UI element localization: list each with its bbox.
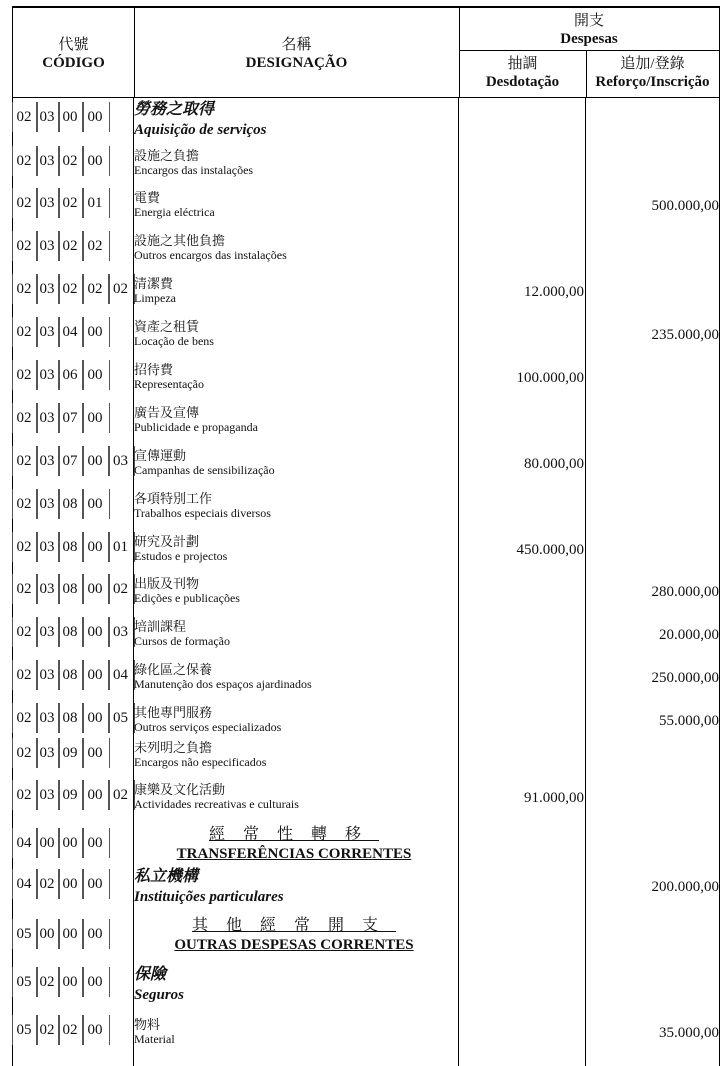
code-digit: 00 bbox=[87, 367, 103, 383]
designation-zh: 招待費 bbox=[134, 362, 174, 377]
designation-zh: 資產之租賃 bbox=[134, 319, 200, 334]
header-codigo bbox=[13, 8, 135, 97]
code-digit: 03 bbox=[39, 238, 55, 254]
code-digit: 00 bbox=[62, 835, 78, 851]
code-digit: 02 bbox=[16, 624, 32, 640]
designation-pt: Instituições particulares bbox=[134, 889, 284, 905]
code-digit: 05 bbox=[113, 710, 128, 726]
designation-pt: Trabalhos especiais diversos bbox=[134, 506, 271, 520]
designation bbox=[134, 576, 454, 606]
reforco-amount: 55.000,00 bbox=[659, 713, 719, 729]
code-digit: 08 bbox=[62, 710, 78, 726]
header-desdotacao bbox=[459, 50, 587, 97]
code-digit: 02 bbox=[39, 1022, 55, 1038]
designacao-pt: DESIGNAÇÃO bbox=[245, 55, 348, 71]
table-row bbox=[12, 615, 720, 655]
designation-zh: 設施之負擔 bbox=[134, 148, 200, 163]
code-digit: 00 bbox=[87, 787, 103, 803]
designation-pt: Encargos não especificados bbox=[134, 755, 267, 769]
designation-zh: 物料 bbox=[134, 1017, 161, 1032]
reforco-amount: 20.000,00 bbox=[659, 627, 719, 643]
designation bbox=[134, 233, 454, 263]
designation-zh: 培訓課程 bbox=[134, 619, 187, 634]
code-digit: 02 bbox=[16, 453, 32, 469]
code-digit: 02 bbox=[62, 238, 78, 254]
desdotacao-zh: 抽調 bbox=[507, 56, 538, 72]
designation bbox=[134, 867, 454, 907]
table-row bbox=[12, 487, 720, 527]
designation bbox=[134, 276, 454, 306]
code-digit: 08 bbox=[62, 667, 78, 683]
code-digit: 03 bbox=[39, 109, 55, 125]
reforco-pt: Reforço/Inscrição bbox=[595, 74, 710, 90]
code-digit: 04 bbox=[16, 835, 32, 851]
reforco-amount: 235.000,00 bbox=[651, 327, 719, 343]
designation bbox=[134, 662, 454, 692]
designation-pt: Edições e publicações bbox=[134, 591, 240, 605]
code-digit: 00 bbox=[87, 109, 103, 125]
designation-pt: Cursos de formação bbox=[134, 634, 230, 648]
designation-zh: 電費 bbox=[134, 190, 161, 205]
designation-pt: Outros encargos das instalações bbox=[134, 248, 287, 262]
code-digit: 00 bbox=[87, 926, 103, 942]
designation-zh: 勞務之取得 bbox=[134, 101, 215, 118]
code-digit: 02 bbox=[16, 581, 32, 597]
reforco-amount: 250.000,00 bbox=[651, 670, 719, 686]
code-digit: 00 bbox=[87, 1022, 103, 1038]
designation-pt: Material bbox=[134, 1032, 175, 1046]
designation bbox=[134, 619, 454, 649]
code-digit: 00 bbox=[87, 667, 103, 683]
code-digit: 03 bbox=[39, 410, 55, 426]
reforco-amount: 500.000,00 bbox=[651, 198, 719, 214]
designation bbox=[134, 190, 454, 220]
code-digit: 02 bbox=[16, 710, 32, 726]
codigo-pt: CÓDIGO bbox=[42, 55, 105, 71]
code-digit: 02 bbox=[16, 324, 32, 340]
designation-pt: Locação de bens bbox=[134, 334, 214, 348]
code-digit: 02 bbox=[62, 195, 78, 211]
code-digit: 00 bbox=[39, 835, 55, 851]
desdotacao-amount: 91.000,00 bbox=[524, 790, 584, 806]
table-row bbox=[12, 530, 720, 570]
code-digit: 03 bbox=[113, 624, 128, 640]
reforco-amount: 280.000,00 bbox=[651, 584, 719, 600]
section-title bbox=[134, 826, 454, 864]
desdotacao-amount: 450.000,00 bbox=[516, 542, 584, 558]
section-title bbox=[134, 917, 454, 955]
code-digit: 03 bbox=[39, 453, 55, 469]
code-digit: 03 bbox=[39, 153, 55, 169]
code-digit: 05 bbox=[16, 1022, 32, 1038]
code-digit: 00 bbox=[87, 745, 103, 761]
section-title-pt: TRANSFERÊNCIAS CORRENTES bbox=[176, 846, 412, 862]
designation-pt: Estudos e projectos bbox=[134, 549, 228, 563]
table-row bbox=[12, 186, 720, 226]
reforco-amount: 35.000,00 bbox=[659, 1025, 719, 1041]
code-digit: 00 bbox=[62, 876, 78, 892]
code-digit: 00 bbox=[87, 581, 103, 597]
table-row bbox=[12, 826, 720, 866]
section-title-pt: OUTRAS DESPESAS CORRENTES bbox=[174, 937, 414, 953]
table-row bbox=[12, 100, 720, 140]
code-digit: 07 bbox=[62, 410, 78, 426]
table-row bbox=[12, 701, 720, 741]
table-row bbox=[12, 965, 720, 1005]
designation-zh: 出版及刊物 bbox=[134, 576, 200, 591]
despesas-pt: Despesas bbox=[560, 31, 618, 47]
table-row bbox=[12, 401, 720, 441]
table-row bbox=[12, 917, 720, 957]
code-digit: 02 bbox=[39, 876, 55, 892]
designation bbox=[134, 491, 454, 521]
code-digit: 03 bbox=[39, 195, 55, 211]
header-reforco bbox=[586, 50, 719, 97]
designation-pt: Actividades recreativas e culturais bbox=[134, 797, 299, 811]
desdotacao-amount: 100.000,00 bbox=[516, 370, 584, 386]
header-designacao bbox=[134, 8, 460, 97]
designation-pt: Campanhas de sensibilização bbox=[134, 463, 275, 477]
code-digit: 02 bbox=[16, 281, 32, 297]
designation-pt: Limpeza bbox=[134, 291, 176, 305]
designation bbox=[134, 448, 454, 478]
code-digit: 02 bbox=[39, 974, 55, 990]
code-digit: 03 bbox=[39, 281, 55, 297]
designation-zh: 未列明之負擔 bbox=[134, 740, 213, 755]
code-digit: 02 bbox=[62, 1022, 78, 1038]
designation-pt: Aquisição de serviços bbox=[134, 122, 267, 138]
designation bbox=[134, 965, 454, 1005]
designation bbox=[134, 534, 454, 564]
desdotacao-amount: 12.000,00 bbox=[524, 284, 584, 300]
code-digit: 03 bbox=[39, 581, 55, 597]
code-digit: 00 bbox=[62, 109, 78, 125]
designation bbox=[134, 740, 454, 770]
designation-pt: Seguros bbox=[134, 987, 185, 1003]
code-digit: 02 bbox=[16, 787, 32, 803]
code-digit: 00 bbox=[87, 153, 103, 169]
designation-zh: 綠化區之保養 bbox=[134, 662, 213, 677]
despesas-zh: 開支 bbox=[573, 13, 604, 29]
table-row bbox=[12, 229, 720, 269]
code-digit: 00 bbox=[62, 926, 78, 942]
table-row bbox=[12, 778, 720, 818]
code-digit: 03 bbox=[39, 367, 55, 383]
desdotacao-amount: 80.000,00 bbox=[524, 456, 584, 472]
designation-pt: Energia eléctrica bbox=[134, 205, 215, 219]
code-digit: 00 bbox=[39, 926, 55, 942]
code-digit: 02 bbox=[87, 281, 103, 297]
code-digit: 03 bbox=[39, 624, 55, 640]
code-digit: 00 bbox=[87, 496, 103, 512]
designation-zh: 清潔費 bbox=[134, 276, 174, 291]
code-digit: 08 bbox=[62, 496, 78, 512]
desdotacao-pt: Desdotação bbox=[485, 74, 560, 90]
table-row bbox=[12, 867, 720, 907]
code-digit: 02 bbox=[16, 745, 32, 761]
code-digit: 00 bbox=[87, 410, 103, 426]
code-digit: 04 bbox=[16, 876, 32, 892]
code-digit: 00 bbox=[87, 974, 103, 990]
code-digit: 03 bbox=[39, 667, 55, 683]
designation bbox=[134, 782, 454, 812]
designation bbox=[134, 1017, 454, 1047]
code-digit: 02 bbox=[16, 539, 32, 555]
designation bbox=[134, 148, 454, 178]
code-digit: 02 bbox=[113, 581, 128, 597]
code-digit: 00 bbox=[87, 324, 103, 340]
designation bbox=[134, 362, 454, 392]
code-digit: 04 bbox=[62, 324, 78, 340]
designation-zh: 研究及計劃 bbox=[134, 534, 200, 549]
code-digit: 00 bbox=[87, 453, 103, 469]
table-row bbox=[12, 144, 720, 184]
code-digit: 02 bbox=[16, 238, 32, 254]
code-digit: 00 bbox=[87, 710, 103, 726]
code-digit: 09 bbox=[62, 787, 78, 803]
section-title-zh: 其他經常開支 bbox=[191, 917, 396, 934]
code-digit: 08 bbox=[62, 581, 78, 597]
designation-pt: Encargos das instalações bbox=[134, 163, 254, 177]
designation bbox=[134, 319, 454, 349]
code-digit: 02 bbox=[87, 238, 103, 254]
code-digit: 03 bbox=[39, 539, 55, 555]
code-digit: 02 bbox=[62, 281, 78, 297]
code-digit: 02 bbox=[62, 153, 78, 169]
table-row bbox=[12, 272, 720, 312]
designation-zh: 康樂及文化活動 bbox=[134, 782, 226, 797]
designation-zh: 保險 bbox=[134, 966, 167, 983]
code-digit: 02 bbox=[16, 195, 32, 211]
code-digit: 03 bbox=[39, 710, 55, 726]
table-row bbox=[12, 444, 720, 484]
designation-pt: Outros serviços especializados bbox=[134, 720, 282, 734]
designation bbox=[134, 100, 454, 140]
code-digit: 00 bbox=[87, 624, 103, 640]
codigo-zh: 代號 bbox=[58, 37, 89, 53]
code-digit: 08 bbox=[62, 539, 78, 555]
code-digit: 05 bbox=[16, 974, 32, 990]
table-row bbox=[12, 315, 720, 355]
code-digit: 02 bbox=[113, 787, 128, 803]
code-digit: 03 bbox=[113, 453, 128, 469]
code-digit: 06 bbox=[62, 367, 78, 383]
designation bbox=[134, 705, 454, 735]
code-digit: 02 bbox=[113, 281, 128, 297]
code-digit: 07 bbox=[62, 453, 78, 469]
code-digit: 02 bbox=[16, 496, 32, 512]
designation-zh: 其他專門服務 bbox=[134, 705, 213, 720]
code-digit: 03 bbox=[39, 496, 55, 512]
code-digit: 02 bbox=[16, 367, 32, 383]
designation-zh: 私立機構 bbox=[134, 868, 199, 885]
code-digit: 05 bbox=[16, 926, 32, 942]
table-body bbox=[12, 98, 720, 1066]
despesas-title bbox=[459, 8, 719, 51]
code-digit: 04 bbox=[113, 667, 128, 683]
designation-pt: Representação bbox=[134, 377, 204, 391]
table-row bbox=[12, 572, 720, 612]
designacao-zh: 名稱 bbox=[281, 37, 312, 53]
table-row bbox=[12, 1013, 720, 1053]
designation-pt: Publicidade e propaganda bbox=[134, 420, 258, 434]
code-digit: 02 bbox=[16, 153, 32, 169]
code-digit: 00 bbox=[87, 876, 103, 892]
code-digit: 00 bbox=[87, 835, 103, 851]
table-header bbox=[12, 6, 720, 98]
designation bbox=[134, 405, 454, 435]
header-despesas bbox=[459, 8, 719, 97]
designation-zh: 廣告及宣傳 bbox=[134, 405, 200, 420]
designation-zh: 各項特別工作 bbox=[134, 491, 213, 506]
designation-zh: 設施之其他負擔 bbox=[134, 233, 226, 248]
code-digit: 00 bbox=[87, 539, 103, 555]
table-row bbox=[12, 658, 720, 698]
code-digit: 03 bbox=[39, 787, 55, 803]
code-digit: 00 bbox=[62, 974, 78, 990]
designation-zh: 宣傳運動 bbox=[134, 448, 187, 463]
table-row bbox=[12, 736, 720, 776]
code-digit: 02 bbox=[16, 667, 32, 683]
table-row bbox=[12, 358, 720, 398]
reforco-amount: 200.000,00 bbox=[651, 879, 719, 895]
designation-pt: Manutenção dos espaços ajardinados bbox=[134, 677, 312, 691]
code-digit: 03 bbox=[39, 324, 55, 340]
section-title-zh: 經常性轉移 bbox=[208, 826, 379, 843]
code-digit: 02 bbox=[16, 109, 32, 125]
code-digit: 01 bbox=[87, 195, 103, 211]
reforco-zh: 追加/登錄 bbox=[620, 56, 685, 72]
code-digit: 01 bbox=[113, 539, 128, 555]
code-digit: 03 bbox=[39, 745, 55, 761]
code-digit: 08 bbox=[62, 624, 78, 640]
code-digit: 02 bbox=[16, 410, 32, 426]
code-digit: 09 bbox=[62, 745, 78, 761]
